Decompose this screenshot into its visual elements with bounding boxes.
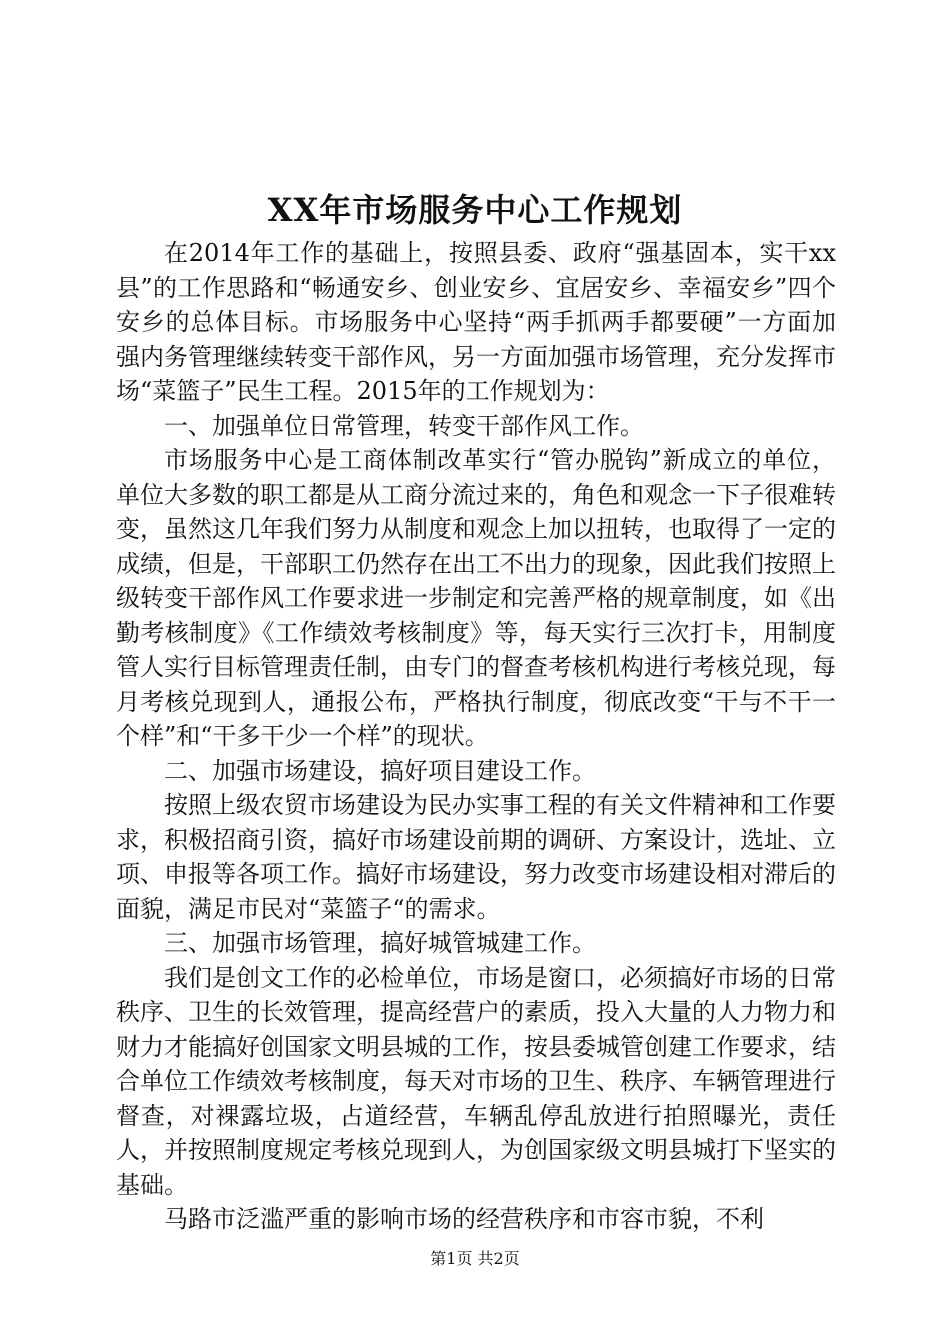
section-heading-2: 二、加强市场建设，搞好项目建设工作。 <box>164 756 596 785</box>
page-number-footer: 第1页 共2页 <box>430 1249 520 1268</box>
paragraph-section-2: 按照上级农贸市场建设为民办实事工程的有关文件精神和工作要求，积极招商引资，搞好市场建设前期的调研、方案设计，选址、立项、申报等各项工作。搞好市场建设，努力改变市场建设相对滞后的面貌，满足市民对“菜篮子“的需求。 <box>116 791 836 923</box>
paragraph-intro: 在2014年工作的基础上，按照县委、政府“强基固本，实干xx县”的工作思路和“畅通安乡、创业安乡、宜居安乡、幸福安乡”四个安乡的总体目标。市场服务中心坚持“两手抓两手都要硬”一方面加强内务管理继续转变干部作风，另一方面加强市场管理，充分发挥市场“菜篮子”民生工程。2015年的工作规划为： <box>116 239 836 405</box>
section-heading-3: 三、加强市场管理，搞好城管城建工作。 <box>164 929 596 957</box>
paragraph-section-1: 市场服务中心是工商体制改革实行“管办脱钩”新成立的单位，单位大多数的职工都是从工商分流过来的，角色和观念一下子很难转变，虽然这几年我们努力从制度和观念上加以扭转，也取得了一定的成绩，但是，干部职工仍然存在出工不出力的现象，因此我们按照上级转变干部作风工作要求进一步制定和完善严格的规章制度，如《出勤考核制度》《工作绩效考核制度》等，每天实行三次打卡，用制度管人实行目标管理责任制，由专门的督查考核机构进行考核兑现，每月考核兑现到人，通报公布，严格执行制度，彻底改变“干与不干一个样”和“干多干少一个样”的现状。 <box>116 446 836 750</box>
document-title: XX年市场服务中心工作规划 <box>267 191 683 229</box>
document-body <box>116 236 836 1237</box>
paragraph-section-3-continued: 马路市泛滥严重的影响市场的经营秩序和市容市貌，不利 <box>164 1205 764 1233</box>
section-heading-1: 一、加强单位日常管理，转变干部作风工作。 <box>164 411 644 440</box>
paragraph-section-3: 我们是创文工作的必检单位，市场是窗口，必须搞好市场的日常秩序、卫生的长效管理，提高经营户的素质，投入大量的人力物力和财力才能搞好创国家文明县城的工作，按县委城管创建工作要求，结合单位工作绩效考核制度，每天对市场的卫生、秩序、车辆管理进行督查，对裸露垃圾，占道经营，车辆乱停乱放进行拍照曝光，责任人，并按照制度规定考核兑现到人，为创国家级文明县城打下坚实的基础。 <box>116 963 836 1199</box>
